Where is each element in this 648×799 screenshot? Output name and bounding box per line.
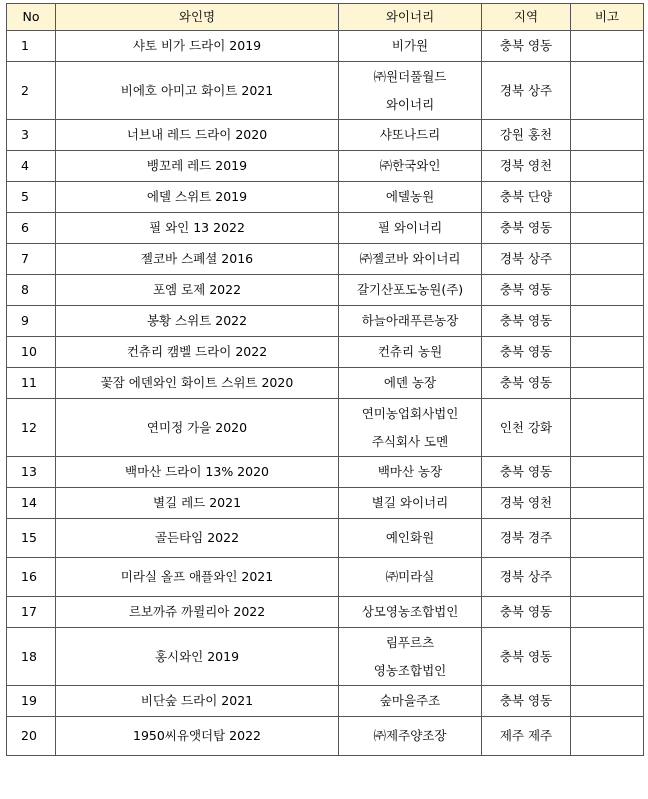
winery	[339, 31, 482, 62]
note	[571, 31, 644, 62]
row-no: 19	[7, 686, 56, 717]
region: 충북 영동	[482, 628, 571, 686]
winery	[339, 457, 482, 488]
winery-line: 에델농원	[385, 189, 435, 204]
table-row	[7, 31, 644, 62]
header-row	[7, 4, 644, 31]
winery-line: 비가원	[391, 38, 429, 53]
table-row	[7, 62, 644, 120]
row-no: 11	[7, 368, 56, 399]
winery-line: 연미농업회사법인	[361, 405, 459, 421]
row-no: 9	[7, 306, 56, 337]
region: 제주 제주	[482, 717, 571, 756]
wine-name: 너브내 레드 드라이 2020	[56, 120, 339, 151]
wine-name: 봉황 스위트 2022	[56, 306, 339, 337]
note	[571, 519, 644, 558]
winery-line: 백마산 농장	[377, 464, 443, 479]
winery-line: ㈜제주양조장	[373, 728, 447, 743]
row-no: 14	[7, 488, 56, 519]
row-no: 1	[7, 31, 56, 62]
header-note: 비고	[571, 4, 644, 31]
region: 충북 영동	[482, 337, 571, 368]
winery	[339, 368, 482, 399]
region: 충북 영동	[482, 213, 571, 244]
winery-line: ㈜젤코바 와이너리	[359, 251, 461, 266]
region: 강원 홍천	[482, 120, 571, 151]
table-row	[7, 399, 644, 457]
row-no: 4	[7, 151, 56, 182]
table-row	[7, 244, 644, 275]
note	[571, 182, 644, 213]
wine-name: 별길 레드 2021	[56, 488, 339, 519]
row-no: 5	[7, 182, 56, 213]
table-row	[7, 597, 644, 628]
wine-name: 컨츄리 캠벨 드라이 2022	[56, 337, 339, 368]
winery-line: 와이너리	[385, 96, 435, 112]
note	[571, 120, 644, 151]
row-no: 12	[7, 399, 56, 457]
winery	[339, 558, 482, 597]
wine-list-table	[6, 3, 644, 756]
wine-name: 뱅꼬레 레드 2019	[56, 151, 339, 182]
row-no: 10	[7, 337, 56, 368]
note	[571, 628, 644, 686]
region: 경북 영천	[482, 488, 571, 519]
winery-line: 영농조합법인	[373, 662, 447, 678]
region: 충북 영동	[482, 31, 571, 62]
winery	[339, 213, 482, 244]
winery-line: 상모영농조합법인	[361, 604, 459, 619]
winery-line: 에덴 농장	[383, 375, 437, 390]
table-row	[7, 457, 644, 488]
table-row	[7, 337, 644, 368]
region: 경북 경주	[482, 519, 571, 558]
note	[571, 717, 644, 756]
note	[571, 151, 644, 182]
winery	[339, 306, 482, 337]
region: 충북 영동	[482, 368, 571, 399]
winery	[339, 151, 482, 182]
winery	[339, 120, 482, 151]
region: 충북 영동	[482, 306, 571, 337]
winery-line: 별길 와이너리	[371, 495, 449, 510]
row-no: 17	[7, 597, 56, 628]
region: 경북 상주	[482, 62, 571, 120]
note	[571, 306, 644, 337]
winery-line: 갈기산포도농원(주)	[356, 282, 464, 297]
wine-name: 미라실 올프 애플와인 2021	[56, 558, 339, 597]
winery	[339, 519, 482, 558]
row-no: 18	[7, 628, 56, 686]
note	[571, 368, 644, 399]
winery-line: 림푸르츠	[385, 634, 435, 650]
winery-line: 컨츄리 농원	[377, 344, 443, 359]
table-row	[7, 213, 644, 244]
wine-name: 백마산 드라이 13% 2020	[56, 457, 339, 488]
wine-name: 에델 스위트 2019	[56, 182, 339, 213]
winery-line: 숲마을주조	[379, 693, 441, 708]
table-row	[7, 717, 644, 756]
region: 충북 영동	[482, 597, 571, 628]
winery-line: ㈜한국와인	[379, 158, 441, 173]
wine-name: 젤코바 스폐셜 2016	[56, 244, 339, 275]
header-wine-name: 와인명	[56, 4, 339, 31]
winery-line: ㈜원더풀월드	[373, 68, 447, 84]
row-no: 16	[7, 558, 56, 597]
region: 충북 영동	[482, 686, 571, 717]
row-no: 2	[7, 62, 56, 120]
wine-name: 르보까쥬 까뮐리아 2022	[56, 597, 339, 628]
wine-name: 꽃잠 에덴와인 화이트 스위트 2020	[56, 368, 339, 399]
note	[571, 597, 644, 628]
table-row	[7, 306, 644, 337]
region: 충북 영동	[482, 275, 571, 306]
wine-name: 비단숲 드라이 2021	[56, 686, 339, 717]
wine-name: 비에호 아미고 화이트 2021	[56, 62, 339, 120]
note	[571, 213, 644, 244]
region: 충북 단양	[482, 182, 571, 213]
winery	[339, 62, 482, 120]
note	[571, 337, 644, 368]
wine-name: 필 와인 13 2022	[56, 213, 339, 244]
winery	[339, 597, 482, 628]
winery	[339, 275, 482, 306]
winery-line: ㈜미라실	[385, 569, 435, 584]
row-no: 6	[7, 213, 56, 244]
table-row	[7, 151, 644, 182]
header-region: 지역	[482, 4, 571, 31]
winery	[339, 399, 482, 457]
wine-name: 샤토 비가 드라이 2019	[56, 31, 339, 62]
table-body	[7, 31, 644, 756]
winery-line: 샤또나드리	[379, 127, 441, 142]
winery	[339, 182, 482, 213]
row-no: 20	[7, 717, 56, 756]
table-row	[7, 368, 644, 399]
winery-line: 필 와이너리	[377, 220, 443, 235]
region: 경북 상주	[482, 244, 571, 275]
header-winery: 와이너리	[339, 4, 482, 31]
note	[571, 457, 644, 488]
table-row	[7, 628, 644, 686]
table-row	[7, 686, 644, 717]
table-row	[7, 558, 644, 597]
table-row	[7, 120, 644, 151]
winery	[339, 244, 482, 275]
region: 경북 영천	[482, 151, 571, 182]
note	[571, 488, 644, 519]
note	[571, 686, 644, 717]
note	[571, 399, 644, 457]
wine-name: 홍시와인 2019	[56, 628, 339, 686]
wine-name: 포엠 로제 2022	[56, 275, 339, 306]
row-no: 15	[7, 519, 56, 558]
header-no: No	[7, 4, 56, 31]
winery	[339, 686, 482, 717]
winery-line: 예인화원	[385, 530, 435, 545]
region: 경북 상주	[482, 558, 571, 597]
table-row	[7, 182, 644, 213]
table-row	[7, 519, 644, 558]
row-no: 8	[7, 275, 56, 306]
note	[571, 275, 644, 306]
row-no: 7	[7, 244, 56, 275]
winery	[339, 628, 482, 686]
region: 충북 영동	[482, 457, 571, 488]
winery	[339, 717, 482, 756]
winery-line: 주식회사 도멘	[371, 433, 449, 449]
note	[571, 62, 644, 120]
wine-name: 골든타임 2022	[56, 519, 339, 558]
wine-name: 연미정 가을 2020	[56, 399, 339, 457]
wine-name: 1950씨유앳더탑 2022	[56, 717, 339, 756]
row-no: 13	[7, 457, 56, 488]
region: 인천 강화	[482, 399, 571, 457]
winery	[339, 337, 482, 368]
table-row	[7, 275, 644, 306]
note	[571, 558, 644, 597]
table-row	[7, 488, 644, 519]
row-no: 3	[7, 120, 56, 151]
winery-line: 하늘아래푸른농장	[361, 313, 459, 328]
winery	[339, 488, 482, 519]
note	[571, 244, 644, 275]
